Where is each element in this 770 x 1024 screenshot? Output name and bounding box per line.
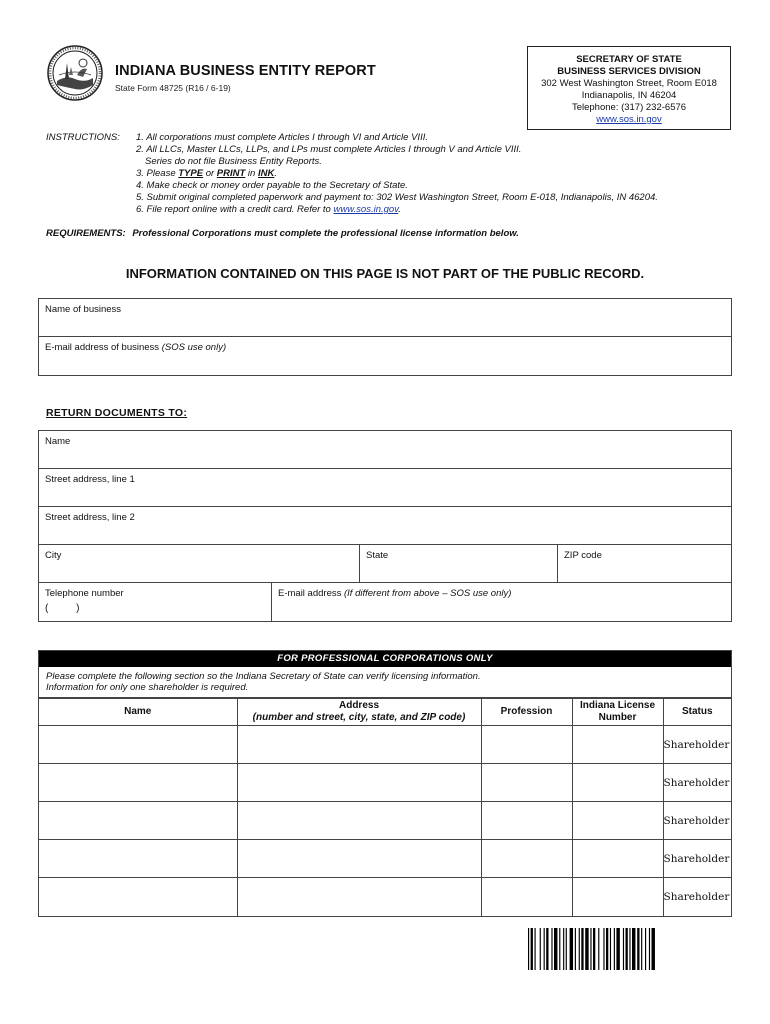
- business-email-label: [45, 342, 226, 353]
- col-license-header: Indiana License Number: [572, 699, 663, 726]
- instruction-item: Series do not file Business Entity Reports.: [145, 156, 322, 167]
- status-cell: Shareholder: [663, 726, 731, 764]
- name-cell[interactable]: [39, 840, 237, 878]
- license-cell[interactable]: [572, 878, 663, 916]
- text: .: [274, 168, 277, 179]
- return-street2-field[interactable]: [39, 507, 731, 545]
- shareholder-table: [39, 698, 731, 916]
- public-record-notice: INFORMATION CONTAINED ON THIS PAGE IS NOT PART OF THE PUBLIC RECORD.: [125, 266, 645, 281]
- form-title: INDIANA BUSINESS ENTITY REPORT: [115, 63, 376, 79]
- professional-heading: FOR PROFESSIONAL CORPORATIONS ONLY: [39, 651, 731, 667]
- sos-line5: Telephone: (317) 232-6576: [571, 102, 687, 113]
- state-label: State: [366, 550, 389, 561]
- instruction-item: [136, 168, 658, 180]
- online-filing-link[interactable]: www.sos.in.gov: [333, 204, 399, 215]
- emphasis-type: TYPE: [178, 168, 204, 179]
- profession-cell[interactable]: [481, 802, 572, 840]
- return-name-label: Name: [45, 436, 71, 447]
- return-documents-box: [38, 430, 732, 622]
- phone-field[interactable]: [39, 583, 271, 621]
- address-cell[interactable]: [237, 726, 481, 764]
- phone-area-code: ( ): [45, 603, 80, 614]
- business-name-label: Name of business: [45, 304, 122, 315]
- note: (If different from above – SOS use only): [344, 588, 512, 599]
- note: (SOS use only): [161, 342, 227, 353]
- col-profession-header: Profession: [481, 699, 572, 726]
- street2-label: Street address, line 2: [45, 512, 135, 523]
- col-name-header: Name: [39, 699, 237, 726]
- sos-line4: Indianapolis, IN 46204: [581, 90, 677, 101]
- phone-email-row: [39, 583, 731, 621]
- business-name-field[interactable]: [39, 299, 731, 337]
- text: Address: [338, 700, 379, 711]
- title-block: [115, 63, 376, 93]
- col-address-header: [237, 699, 481, 726]
- requirements-label: REQUIREMENTS:: [46, 228, 126, 239]
- requirements-text: Professional Corporations must complete the professional license information below.: [132, 228, 519, 239]
- professional-note: [39, 667, 731, 698]
- state-field[interactable]: [359, 545, 557, 582]
- return-name-field[interactable]: [39, 431, 731, 469]
- zip-field[interactable]: [557, 545, 731, 582]
- license-cell[interactable]: [572, 726, 663, 764]
- street1-label: Street address, line 1: [45, 474, 135, 485]
- status-cell: Shareholder: [663, 878, 731, 916]
- profession-cell[interactable]: [481, 840, 572, 878]
- barcode-icon: [528, 928, 712, 970]
- state-seal-icon: [47, 45, 103, 101]
- table-row: [39, 802, 731, 840]
- table-row: [39, 840, 731, 878]
- return-email-field[interactable]: [271, 583, 731, 621]
- instructions-label: INSTRUCTIONS:: [46, 132, 120, 143]
- sos-line1: SECRETARY OF STATE: [576, 54, 682, 65]
- table-row: [39, 878, 731, 916]
- sos-address-box: [527, 46, 731, 130]
- name-cell[interactable]: [39, 726, 237, 764]
- name-cell[interactable]: [39, 802, 237, 840]
- professional-corporations-section: [38, 650, 732, 917]
- profession-cell[interactable]: [481, 878, 572, 916]
- zip-label: ZIP code: [564, 550, 602, 561]
- table-row: [39, 764, 731, 802]
- return-street1-field[interactable]: [39, 469, 731, 507]
- return-documents-title: RETURN DOCUMENTS TO:: [46, 407, 188, 419]
- phone-label: Telephone number: [45, 588, 124, 599]
- instruction-item: 4. Make check or money order payable to the Secretary of State.: [136, 180, 408, 191]
- name-cell[interactable]: [39, 764, 237, 802]
- requirements: [46, 228, 519, 239]
- license-cell[interactable]: [572, 764, 663, 802]
- text: or: [203, 168, 217, 179]
- name-cell[interactable]: [39, 878, 237, 916]
- business-email-field[interactable]: [39, 337, 731, 375]
- note-line: Information for only one shareholder is required.: [46, 682, 249, 693]
- text: 6. File report online with a credit card. Refer to: [136, 204, 334, 215]
- profession-cell[interactable]: [481, 764, 572, 802]
- sos-website-link[interactable]: www.sos.in.gov: [596, 114, 662, 125]
- business-info-box: [38, 298, 732, 376]
- form-number: State Form 48725 (R16 / 6-19): [115, 83, 231, 93]
- address-cell[interactable]: [237, 802, 481, 840]
- subtext: (number and street, city, state, and ZIP code): [252, 712, 466, 723]
- status-cell: Shareholder: [663, 764, 731, 802]
- address-cell[interactable]: [237, 764, 481, 802]
- col-status-header: Status: [663, 699, 731, 726]
- sos-line2: BUSINESS SERVICES DIVISION: [557, 66, 701, 77]
- text: in: [245, 168, 258, 179]
- text: .: [398, 204, 401, 215]
- instruction-item: [136, 204, 658, 216]
- emphasis-ink: INK: [257, 168, 275, 179]
- return-email-label: [278, 588, 511, 599]
- instructions-list: [136, 132, 658, 216]
- city-state-zip-row: [39, 545, 731, 583]
- text: 3. Please: [136, 168, 179, 179]
- instruction-item: 5. Submit original completed paperwork and payment to: 302 West Washington Street, Room E-018, Indianapolis, IN 46204.: [136, 192, 658, 203]
- instruction-item: 1. All corporations must complete Articles I through VI and Article VIII.: [136, 132, 428, 143]
- city-label: City: [45, 550, 62, 561]
- sos-line3: 302 West Washington Street, Room E018: [541, 78, 717, 89]
- text: E-mail address: [278, 588, 344, 599]
- note-line: Please complete the following section so the Indiana Secretary of State can verify licensing information.: [46, 671, 481, 682]
- instruction-item: 2. All LLCs, Master LLCs, LLPs, and LPs must complete Articles I through V and Article VIII.: [136, 144, 522, 155]
- address-cell[interactable]: [237, 878, 481, 916]
- profession-cell[interactable]: [481, 726, 572, 764]
- emphasis-print: PRINT: [216, 168, 246, 179]
- status-cell: Shareholder: [663, 840, 731, 878]
- license-cell[interactable]: [572, 802, 663, 840]
- status-cell: Shareholder: [663, 802, 731, 840]
- table-row: [39, 726, 731, 764]
- text: E-mail address of business: [45, 342, 160, 353]
- city-field[interactable]: [39, 545, 359, 582]
- address-cell[interactable]: [237, 840, 481, 878]
- license-cell[interactable]: [572, 840, 663, 878]
